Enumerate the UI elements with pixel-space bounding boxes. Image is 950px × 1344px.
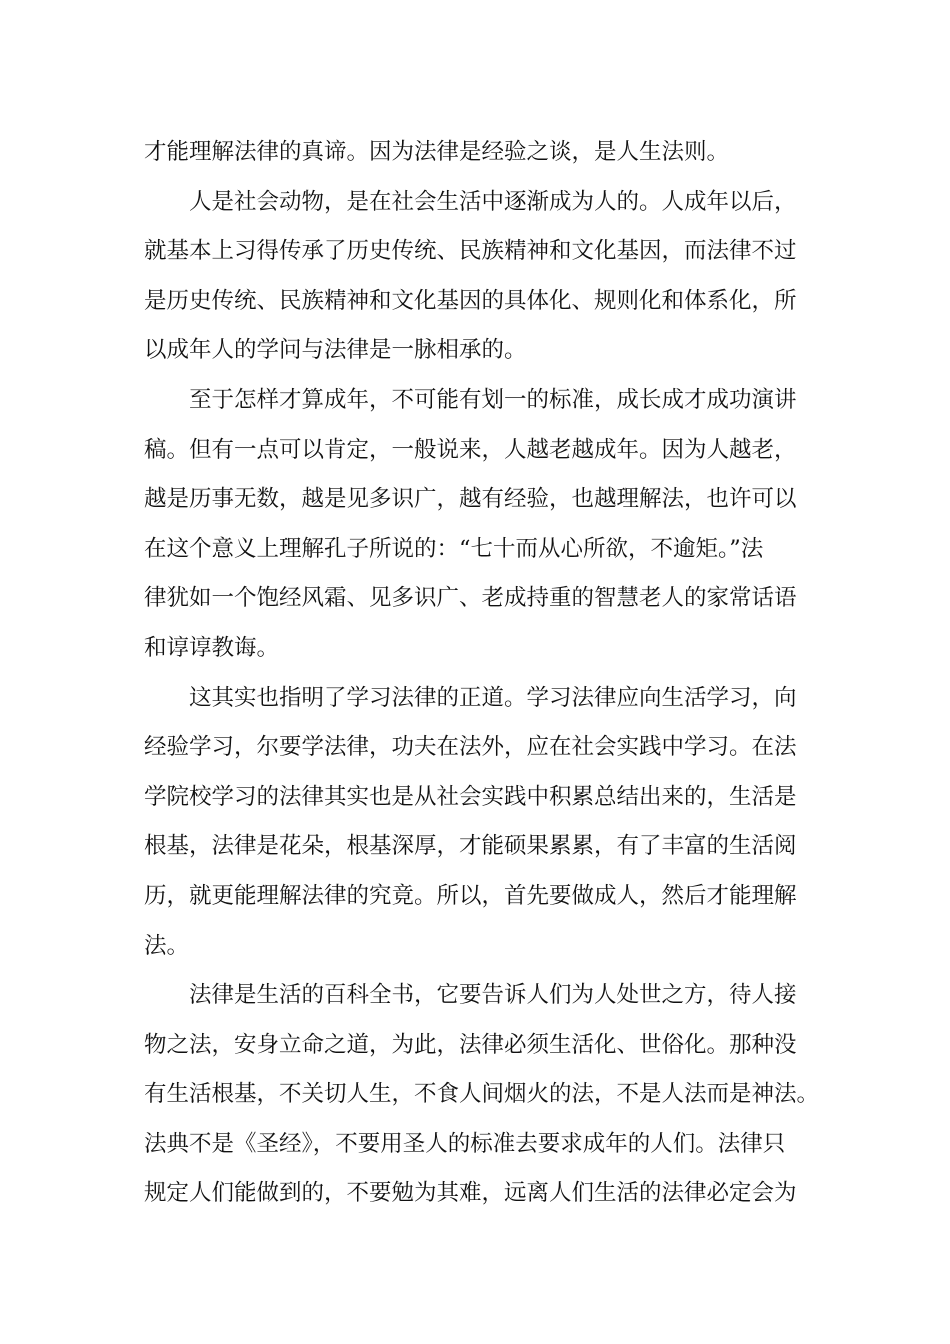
text-line: 有生活根基，不关切人生，不食人间烟火的法，不是人法而是神法。 [144, 1081, 820, 1108]
text-line: 是历史传统、民族精神和文化基因的具体化、规则化和体系化，所 [144, 287, 797, 314]
body-text [144, 128, 824, 1219]
text-line: 物之法，安身立命之道，为此，法律必须生活化、世俗化。那种没 [144, 1031, 797, 1058]
text-line: 根基，法律是花朵，根基深厚，才能硕果累累，有了丰富的生活阅 [144, 833, 797, 860]
text-line: 律犹如一个饱经风霜、见多识广、老成持重的智慧老人的家常话语 [144, 585, 797, 612]
text-line: 以成年人的学问与法律是一脉相承的。 [144, 337, 527, 364]
text-line: 经验学习，尔要学法律，功夫在法外，应在社会实践中学习。在法 [144, 734, 797, 761]
text-line: 至于怎样才算成年，不可能有划一的标准，成长成才成功演讲 [189, 386, 797, 413]
text-line: 规定人们能做到的，不要勉为其难，远离人们生活的法律必定会为 [144, 1180, 797, 1207]
text-line: 人是社会动物，是在社会生活中逐渐成为人的。人成年以后， [189, 188, 797, 215]
text-line: 历，就更能理解法律的究竟。所以，首先要做成人，然后才能理解 [144, 882, 797, 909]
text-line: 这其实也指明了学习法律的正道。学习法律应向生活学习，向 [189, 684, 797, 711]
text-line: 稿。但有一点可以肯定，一般说来，人越老越成年。因为人越老， [144, 436, 797, 463]
text-line: 法。 [144, 932, 190, 959]
text-line: 才能理解法律的真谛。因为法律是经验之谈，是人生法则。 [144, 139, 730, 165]
text-line: 在这个意义上理解孔子所说的：“七十而从心所欲，不逾矩。”法 [144, 535, 764, 562]
text-line: 和谆谆教诲。 [144, 634, 280, 661]
text-line: 越是历事无数，越是见多识广，越有经验，也越理解法，也许可以 [144, 486, 797, 513]
text-line: 法典不是《圣经》，不要用圣人的标准去要求成年的人们。法律只 [144, 1130, 786, 1157]
text-line: 法律是生活的百科全书，它要告诉人们为人处世之方，待人接 [189, 982, 797, 1009]
text-line: 就基本上习得传承了历史传统、民族精神和文化基因，而法律不过 [144, 238, 797, 265]
text-line: 学院校学习的法律其实也是从社会实践中积累总结出来的，生活是 [144, 783, 797, 810]
